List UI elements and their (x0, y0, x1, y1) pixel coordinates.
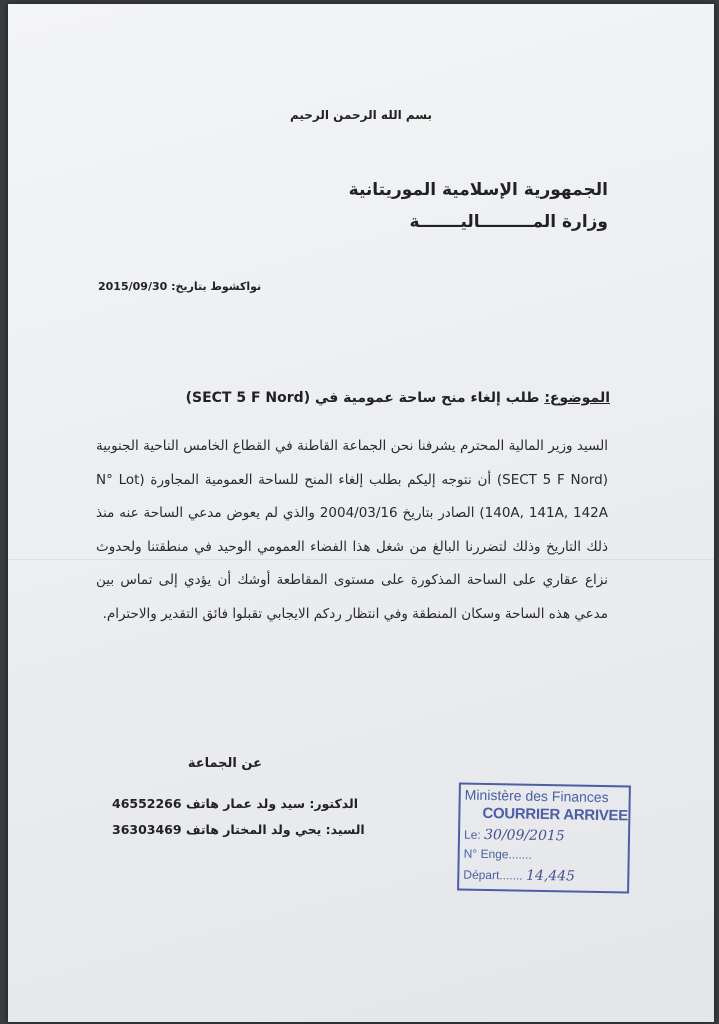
basmala: بسم الله الرحمن الرحيم (289, 108, 433, 122)
signature-line-1: الدكتور: سيد ولد عمار هاتف 46552266 (112, 796, 359, 811)
subject-line (186, 390, 610, 406)
subject-label: الموضوع: (544, 390, 610, 406)
stamp-depart-value: 14,445 (525, 867, 576, 885)
stamp-courrier: COURRIER ARRIVEE (482, 804, 629, 825)
stamp-depart-label: Départ....... (463, 867, 523, 883)
stamp-ministry: Ministère des Finances (464, 786, 609, 806)
stamp-depart-row (463, 867, 575, 885)
letter-body: السيد وزير المالية المحترم يشرفنا نحن الجماعة القاطنة في القطاع الخامس الناحية الجنوبية (SECT 5 F Nord) أن نتوجه إليكم بطلب إلغاء المنح للساحة العمومية المجاورة (N° Lot 140A, 141A, 142A) الصادر بتاريخ 2004/03/16 والذي لم يعوض مدعي الساحة عنه منذ ذلك التاريخ وذلك لتضررنا البالغ من شغل هذا الفضاء العمومي الوحيد في منطقتنا ولحدوث نزاع عقاري على الساحة المذكورة على مستوى المقاطعة أوشك أن يؤدي إلى تماس بين مدعي هذه الساحة وسكان المنطقة وفي انتظار ردكم الايجابي تقبلوا فائق التقدير والاحترام. (96, 438, 608, 622)
letter-page (8, 4, 714, 1022)
subject-text: طلب إلغاء منح ساحة عمومية في (SECT 5 F Nord) (185, 390, 545, 406)
signature-title: عن الجماعة (187, 756, 262, 771)
signature-line-2: السيد: يحي ولد المختار هاتف 36303469 (112, 822, 365, 837)
ministry-name: وزارة المـــــــــاليـــــــة (409, 212, 608, 232)
stamp-date-row (464, 827, 565, 845)
reception-stamp (457, 783, 631, 894)
republic-name: الجمهورية الإسلامية الموريتانية (348, 180, 608, 200)
stamp-le-value: 30/09/2015 (483, 826, 565, 845)
date-line: نواكشوط بتاريخ: 2015/09/30 (98, 280, 262, 293)
stamp-enge-label: N° Enge....... (463, 846, 532, 862)
stamp-le-label: Le: (463, 827, 481, 842)
